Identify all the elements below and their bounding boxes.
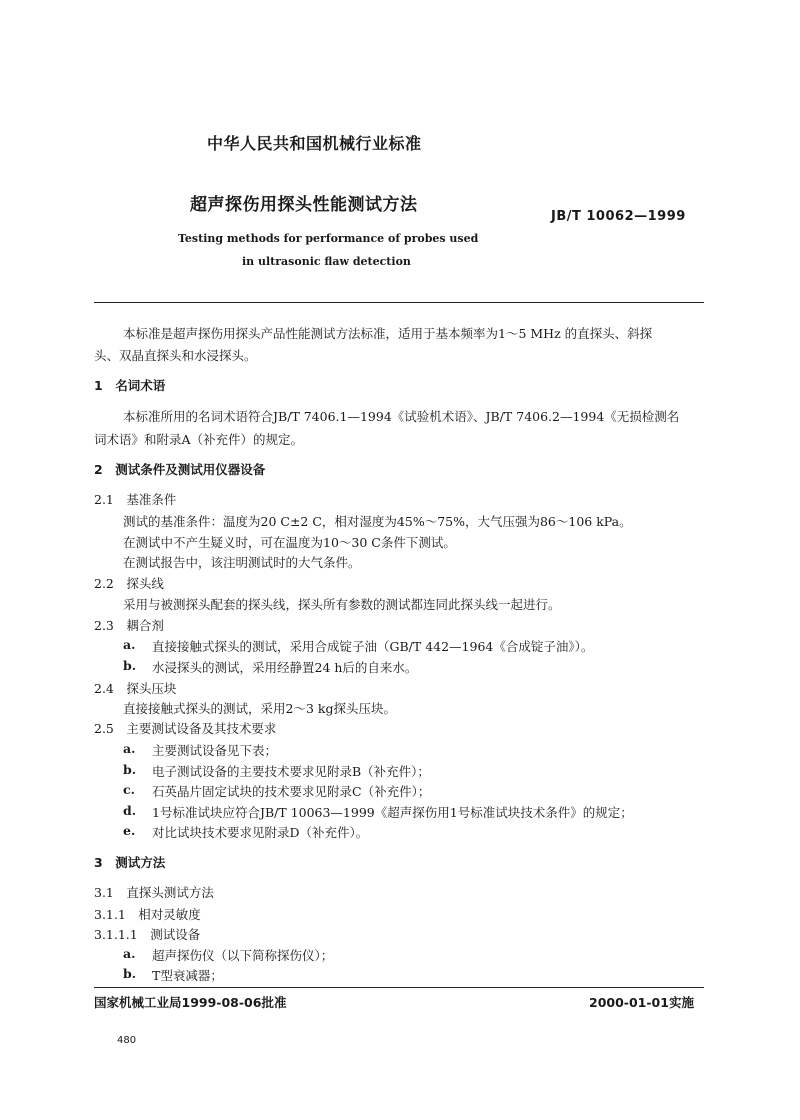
section-2-2-heading: 2.2 探头线	[94, 576, 164, 591]
intro-line-2: 头、双晶直探头和水浸探头。	[94, 348, 257, 363]
section-2-4-heading: 2.4 探头压块	[94, 681, 177, 696]
section-3-1-1-1-heading: 3.1.1.1 测试设备	[94, 927, 201, 942]
implementation-date: 2000-01-01实施	[589, 995, 694, 1010]
section-2-5-item-a-label: a.	[123, 741, 136, 756]
section-2-5-item-e-text: 对比试块技术要求见附录D（补充件）。	[152, 825, 369, 840]
standard-number: JB/T 10062—1999	[551, 209, 686, 224]
section-2-5-item-a-text: 主要测试设备见下表；	[152, 743, 278, 758]
doc-title-cn: 超声探伤用探头性能测试方法	[190, 195, 418, 215]
page-number: 480	[117, 1035, 137, 1046]
section-3-1-heading: 3.1 直探头测试方法	[94, 885, 214, 900]
section-3-heading: 3 测试方法	[94, 855, 166, 870]
section-3-1-1-heading: 3.1.1 相对灵敏度	[94, 907, 201, 922]
section-2-5-item-e-label: e.	[123, 823, 136, 838]
section-3-item-a-text: 超声探伤仪（以下简称探伤仪）；	[152, 948, 334, 963]
section-2-heading: 2 测试条件及测试用仪器设备	[94, 462, 266, 477]
section-3-item-b-label: b.	[123, 966, 137, 981]
header-divider	[94, 302, 704, 303]
section-2-4-line-1: 直接接触式探头的测试，采用2～3 kg探头压块。	[123, 701, 396, 716]
doc-title-en-line1: Testing methods for performance of probes used	[178, 232, 479, 245]
section-1-line-2: 词术语》和附录A（补充件）的规定。	[94, 432, 304, 447]
section-2-1-heading: 2.1 基准条件	[94, 492, 177, 507]
section-2-5-item-d-label: d.	[123, 803, 137, 818]
section-2-3-item-a-text: 直接接触式探头的测试，采用合成锭子油（GB/T 442—1964《合成锭子油》）。	[152, 639, 594, 654]
section-2-5-heading: 2.5 主要测试设备及其技术要求	[94, 721, 277, 736]
section-2-1-line-2: 在测试中不产生疑义时，可在温度为10～30 C条件下测试。	[123, 535, 456, 550]
section-2-1-line-3: 在测试报告中，该注明测试时的大气条件。	[123, 555, 361, 570]
section-1-heading: 1 名词术语	[94, 378, 166, 393]
section-2-2-line-1: 采用与被测探头配套的探头线，探头所有参数的测试都连同此探头线一起进行。	[123, 597, 561, 612]
section-2-3-item-b-text: 水浸探头的测试，采用经静置24 h后的自来水。	[152, 660, 418, 675]
footer-divider	[94, 987, 704, 988]
org-title: 中华人民共和国机械行业标准	[207, 134, 422, 153]
section-2-5-item-c-label: c.	[123, 782, 135, 797]
section-2-1-line-1: 测试的基准条件：温度为20 C±2 C，相对湿度为45%～75%，大气压强为86～106 kPa。	[123, 514, 632, 529]
section-2-3-heading: 2.3 耦合剂	[94, 618, 164, 633]
section-2-3-item-b-label: b.	[123, 658, 137, 673]
section-2-5-item-c-text: 石英晶片固定试块的技术要求见附录C（补充件）；	[152, 784, 431, 799]
doc-title-en-line2: in ultrasonic flaw detection	[242, 255, 411, 268]
section-2-5-item-b-text: 电子测试设备的主要技术要求见附录B（补充件）；	[152, 764, 430, 779]
intro-line-1: 本标准是超声探伤用探头产品性能测试方法标准，适用于基本频率为1～5 MHz 的直探头、斜探	[123, 326, 653, 341]
section-2-5-item-b-label: b.	[123, 762, 137, 777]
section-2-3-item-a-label: a.	[123, 637, 136, 652]
section-1-line-1: 本标准所用的名词术语符合JB/T 7406.1—1994《试验机术语》、JB/T 7406.2—1994《无损检测名	[123, 409, 680, 424]
section-3-item-a-label: a.	[123, 946, 136, 961]
section-2-5-item-d-text: 1号标准试块应符合JB/T 10063—1999《超声探伤用1号标准试块技术条件》的规定；	[152, 805, 633, 820]
approval-info: 国家机械工业局1999-08-06批准	[94, 995, 287, 1010]
section-3-item-b-text: T型衰减器；	[152, 968, 223, 983]
